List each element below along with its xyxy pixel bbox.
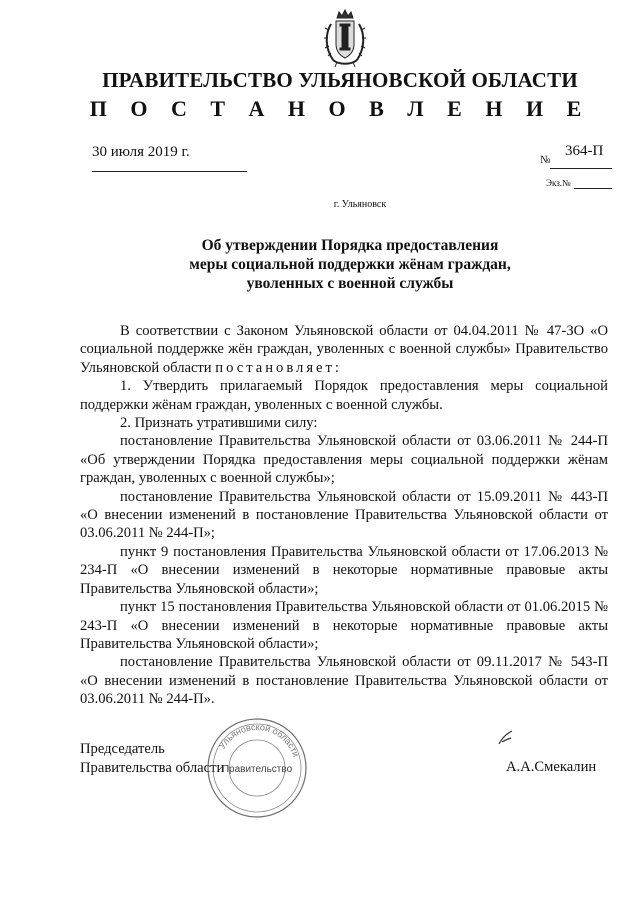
signatory-title bbox=[80, 740, 224, 778]
city: г. Ульяновск bbox=[333, 199, 387, 210]
number-sign: № bbox=[540, 154, 551, 166]
document-number: 364-П bbox=[565, 143, 604, 159]
document-subject bbox=[150, 236, 550, 293]
preamble-keyword: постановляет bbox=[215, 359, 335, 376]
signature-mark bbox=[496, 728, 520, 748]
copy-number-label: Экз.№ bbox=[546, 178, 571, 188]
document-body bbox=[80, 322, 608, 709]
copy-number-underline bbox=[574, 188, 612, 189]
government-name: ПРАВИТЕЛЬСТВО УЛЬЯНОВСКОЙ ОБЛАСТИ bbox=[102, 68, 578, 92]
document-type: П О С Т А Н О В Л Е Н И Е bbox=[89, 96, 591, 121]
date-underline bbox=[92, 171, 247, 172]
signatory-title-line: Правительства области bbox=[80, 760, 225, 776]
repeal-item: постановление Правительства Ульяновской области от 15.09.2011 № 443-П «О внесении изменений в постановление Правительства Ульяновской области от 03.06.2011 № 244-П»; bbox=[80, 488, 608, 542]
subject-line: уволенных с военной службы bbox=[246, 275, 454, 292]
subject-line: Об утверждении Порядка предоставления bbox=[201, 237, 499, 254]
seal-center-text: Правительство bbox=[221, 764, 293, 775]
repeal-item: постановление Правительства Ульяновской области от 09.11.2017 № 543-П «О внесении изменений в постановление Правительства Ульяновской области от 03.06.2011 № 244-П». bbox=[80, 654, 608, 708]
item-1-paragraph: 1. Утвердить прилагаемый Порядок предоставления меры социальной поддержки жёнам граждан, уволенных с военной службы. bbox=[80, 378, 608, 413]
number-underline bbox=[550, 168, 612, 169]
preamble-paragraph bbox=[80, 322, 608, 377]
signatory-name: А.А.Смекалин bbox=[506, 759, 597, 775]
repeal-item: пункт 9 постановления Правительства Ульяновской области от 17.06.2013 № 234-П «О внесении изменений в некоторые нормативные правовые акты Правительства Ульяновской области»; bbox=[80, 543, 608, 597]
official-seal bbox=[205, 716, 309, 820]
document-date: 30 июля 2019 г. bbox=[92, 144, 190, 160]
preamble-text: В соответствии с Законом Ульяновской области от 04.04.2011 № 47-ЗО «О социальной поддержке жён граждан, уволенных с военной службы» Правительство Ульяновской области bbox=[80, 323, 608, 376]
signatory-title-line: Председатель bbox=[80, 741, 165, 757]
repeal-item: постановление Правительства Ульяновской области от 03.06.2011 № 244-П «Об утверждении Порядка предоставления меры социальной поддержки жёнам граждан, уволенных с военной службы»; bbox=[80, 433, 608, 487]
item-2-paragraph: 2. Признать утратившими силу: bbox=[120, 415, 318, 432]
seal-ring-text: Ульяновской области bbox=[216, 721, 302, 759]
coat-of-arms-icon bbox=[321, 8, 369, 68]
subject-line: меры социальной поддержки жёнам граждан, bbox=[189, 256, 511, 273]
repeal-item: пункт 15 постановления Правительства Ульяновской области от 01.06.2015 № 243-П «О внесении изменений в некоторые нормативные правовые акты Правительства Ульяновской области»; bbox=[80, 599, 608, 652]
preamble-end: : bbox=[334, 359, 339, 376]
